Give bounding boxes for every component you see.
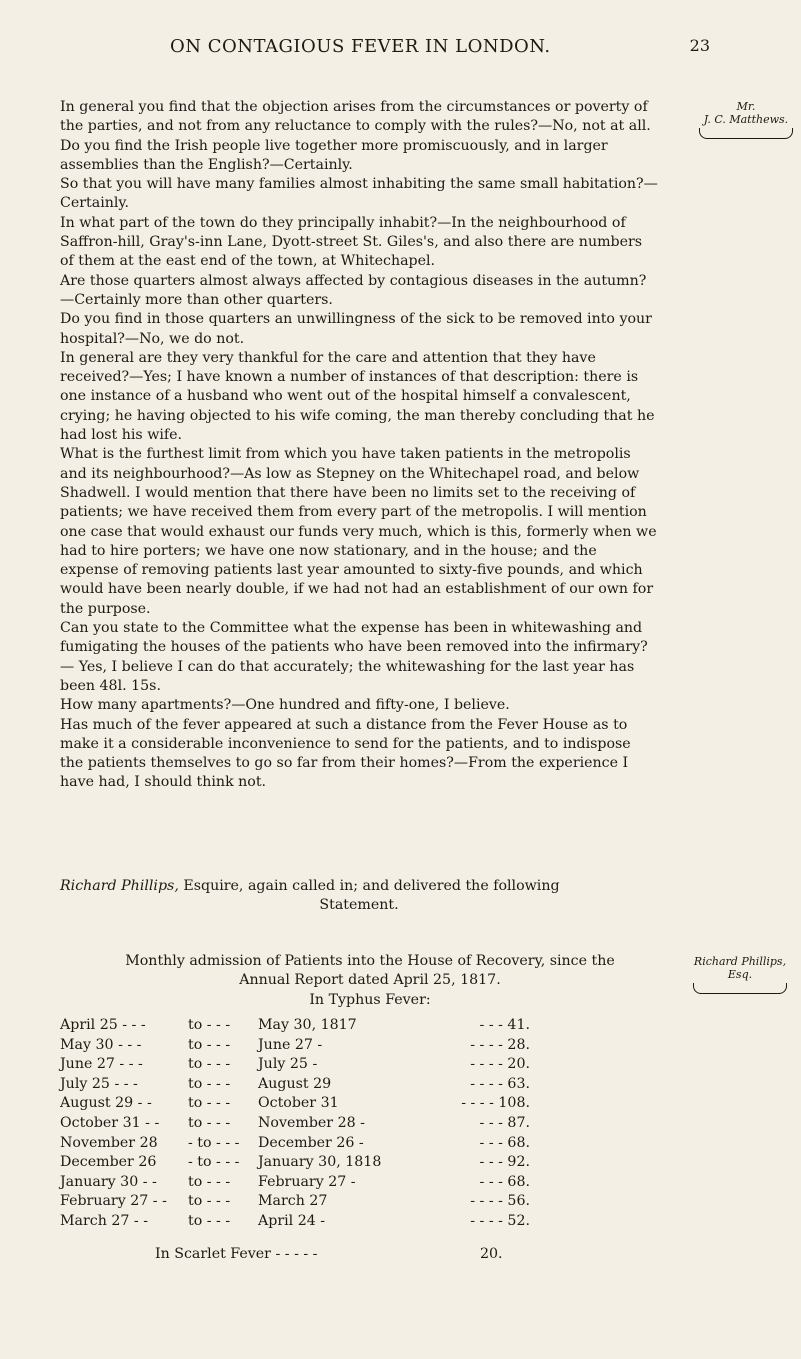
paragraph: What is the furthest limit from which you have taken patients in the metropolis and its neighbourhood?—As low as Stepney on the Whitechapel road, and below Shadwell. I would mention that there have been no limits set to the receiving of patients; we have received them from every part of the metropolis. I will mention one case that would exhaust our funds very much, which is this, formerly when we had to hire porters; we have one now stationary, and in the house; and the expense of removing patients last year amounted to sixty-five pounds, and which would have been nearly double, if we had not had an establishment of our own for the purpose. [60, 446, 657, 617]
paragraph: Do you find the Irish people live together more promiscuously, and in larger assemblies than the English?—Certainly. [60, 137, 608, 173]
paragraph: Has much of the fever appeared at such a distance from the Fever House as to make it a considerable inconvenience to send for the patients, and to indispose the patients themselves to go so far from their homes?—From the experience I have had, I should think not. [60, 716, 631, 791]
table-row [60, 1193, 680, 1213]
cell-count: - - - - 108. [461, 1095, 530, 1112]
brace-mark [699, 128, 793, 139]
witness-intro [60, 877, 658, 916]
paragraph: Can you state to the Committee what the expense has been in whitewashing and fumigating the houses of the patients who have been removed into the infirmary?— Yes, I believe I can do that accurately; the whitewashing for the last year has been 48l. 15s. [60, 620, 648, 694]
cell-until: April 24 - [258, 1212, 326, 1229]
cell-count: - - - - 63. [470, 1075, 530, 1092]
cell-from: January 30 - - [60, 1173, 157, 1190]
cell-from: February 27 - - [60, 1193, 167, 1210]
cell-until: June 27 - [258, 1036, 323, 1053]
paragraph: How many apartments?—One hundred and fifty-one, I believe. [60, 697, 510, 714]
cell-until: February 27 - [258, 1173, 356, 1190]
table-row [60, 1213, 680, 1233]
cell-to: to - - - [188, 1173, 231, 1190]
cell-from: November 28 [60, 1134, 158, 1151]
cell-until: October 31 [258, 1095, 339, 1112]
cell-count: - - - 87. [479, 1114, 530, 1131]
paragraph: So that you will have many families almost inhabiting the same small habitation?—Certainly. [60, 176, 658, 212]
table-row [60, 1095, 680, 1115]
cell-to: to - - - [188, 1095, 231, 1112]
sidenote-witness: Mr. J. C. Matthews. [690, 100, 801, 139]
cell-to: to - - - [188, 1193, 231, 1210]
cell-until: August 29 [258, 1075, 332, 1092]
cell-to: - to - - - [188, 1154, 240, 1171]
table-row [60, 1115, 680, 1135]
statement-label: Statement. [319, 897, 399, 914]
cell-to: to - - - [188, 1114, 231, 1131]
cell-from: May 30 - - - [60, 1036, 142, 1053]
table-row [60, 1154, 680, 1174]
table-row [60, 1056, 680, 1076]
paragraph: In general you find that the objection arises from the circumstances or poverty of the parties, and not from any reluctance to comply with the rules?—No, not at all. [60, 99, 651, 135]
paragraph: Are those quarters almost always affected by contagious diseases in the autumn? —Certainly more than other quarters. [60, 272, 647, 308]
cell-to: to - - - [188, 1056, 231, 1073]
cell-from: June 27 - - - [60, 1056, 143, 1073]
testimony-text [60, 98, 658, 793]
cell-until: December 26 - [258, 1134, 364, 1151]
table-row [60, 1135, 680, 1155]
cell-from: August 29 - - [60, 1095, 152, 1112]
cell-count: - - - - 52. [470, 1212, 530, 1229]
admissions-table [60, 1017, 680, 1233]
paragraph: In general are they very thankful for the care and attention that they have received?—Yes; I have known a number of instances of that description: there is one instance of a husband who went out of the hospital himself a convalescent, crying; he having objected to his wife coming, the man thereby concluding that he had lost his wife. [60, 349, 655, 444]
table-row [60, 1076, 680, 1096]
cell-count: - - - 68. [479, 1173, 530, 1190]
cell-from: December 26 [60, 1154, 157, 1171]
cell-to: to - - - [188, 1212, 231, 1229]
witness-name: Richard Phillips, [60, 878, 179, 894]
cell-count: - - - 92. [479, 1154, 530, 1171]
paragraph: In what part of the town do they principally inhabit?—In the neighbourhood of Saffron-hill, Gray's-inn Lane, Dyott-street St. Giles's, and also there are numbers of them at the east end of the town, at Whitechapel. [60, 214, 643, 270]
running-title: ON CONTAGIOUS FEVER IN LONDON. [170, 36, 551, 57]
sidenote-phillips: Richard Phillips, Esq. [680, 955, 800, 994]
cell-until: July 25 - [258, 1056, 318, 1073]
intro-text: Esquire, again called in; and delivered the following [178, 878, 560, 894]
cell-until: May 30, 1817 [258, 1017, 357, 1033]
cell-count: - - - - 20. [470, 1056, 530, 1073]
cell-until: November 28 - [258, 1114, 365, 1131]
cell-count: - - - 41. [479, 1017, 530, 1033]
cell-to: to - - - [188, 1075, 231, 1092]
paragraph: Do you find in those quarters an unwillingness of the sick to be removed into your hospital?—No, we do not. [60, 311, 652, 347]
cell-to: to - - - [188, 1036, 231, 1053]
cell-from: March 27 - - [60, 1212, 149, 1229]
brace-mark [693, 983, 787, 994]
cell-to: to - - - [188, 1017, 231, 1033]
cell-count: - - - 68. [479, 1134, 530, 1151]
table-row [60, 1174, 680, 1194]
page: ON CONTAGIOUS FEVER IN LONDON. 23 Mr. J. C. Matthews. In general you find that the objection arises from the circumstances or poverty of the parties, and not from any reluctance to comply with the rules?—No, not at all. Do you find the Irish people live together more promiscuously, and in larger assemblies than the English?—Certainly. So that you will have many families almost inhabiting the same small habitation?—Certainly. In what part of the town do they principally inhabit?—In the neighbourhood of Saffron-hill, Gray's-inn Lane, Dyott-street St. Giles's, and also there are numbers of them at the east end of the town, at Whitechapel. Are those quarters almost always affected by contagious diseases in the autumn? —Certainly more than other quarters. Do you find in those quarters an unwillingness of the sick to be removed into your hospital?—No, we do not. In general are they very thankful for the care and attention that they have received?—Yes; I have known a number of instances of that description: there is one instance of a husband who went out of the hospital himself a convalescent, crying; he having objected to his wife coming, the man thereby concluding that he had lost his wife. What is the furthest limit from which you have taken patients in the metropolis and its neighbourhood?—As low as Stepney on the Whitechapel road, and below Shadwell. I would mention that there have been no limits set to the receiving of patients; we have received them from every part of the metropolis. I will mention one case that would exhaust our funds very much, which is this, formerly when we had to hire porters; we have one now stationary, and in the house; and the expense of removing patients last year amounted to sixty-five pounds, and which would have been nearly double, if we had not had an establishment of our own for the purpose. Can you state to the Committee what the expense has been in whitewashing and fumigating the houses of the patients who have been removed into the infirmary?— Yes, I believe I can do that accurately; the whitewashing for the last year has been 48l. 15s. How many apartments?—One hundred and fifty-one, I believe. Has much of the fever appeared at such a distance from the Fever House as to make it a considerable inconvenience to send for the patients, and to indispose the patients themselves to go so far from their homes?—From the experience I have had, I should think not. Richard Phillips, Esquire, again called in; and delivered the following Statement. Richard Phillips, Esq. Monthly admission of Patients into the House of Recovery, since the Annual Report dated April 25, 1817. In Typhus Fever: April 25 - - - to - - - May 30, 1817 - - - 41. May 30 - - - to - - - June 27 - - - - - 28. June 27 - - - to - - - July 25 - - - - - 20. July 25 - - - to - - - August 29 - - - - 63. August 29 - - to - - - October 31 - - - - 108. October 31 - - to - - - November 28 - - - - 87. November 28 - to - - - December 26 - - - - 68. December 26 - to - - - January 30, 1818 - - - 92. January 30 - - to - - - February 27 - - - - 68. February 27 - - to - - - March 27 - - - - 56. March 27 - - to - - - April 24 - - - - - 52. In Scarlet Fever - - - - - 20. [0, 0, 801, 1359]
report-heading: Monthly admission of Patients into the House of Recovery, since the Annual Report dated April 25, 1817. In Typhus Fever: [60, 952, 680, 1010]
cell-from: July 25 - - - [60, 1075, 138, 1092]
cell-count: - - - - 56. [470, 1193, 530, 1210]
cell-from: October 31 - - [60, 1114, 160, 1131]
cell-until: January 30, 1818 [258, 1154, 382, 1171]
table-row [60, 1037, 680, 1057]
page-number: 23 [689, 36, 710, 55]
cell-count: - - - - 28. [470, 1036, 530, 1053]
typhus-label: In Typhus Fever: [309, 991, 431, 1008]
cell-from: April 25 - - - [60, 1017, 146, 1033]
table-row [60, 1017, 680, 1037]
page-header [110, 30, 710, 70]
cell-to: - to - - - [188, 1134, 240, 1151]
cell-until: March 27 [258, 1193, 328, 1210]
